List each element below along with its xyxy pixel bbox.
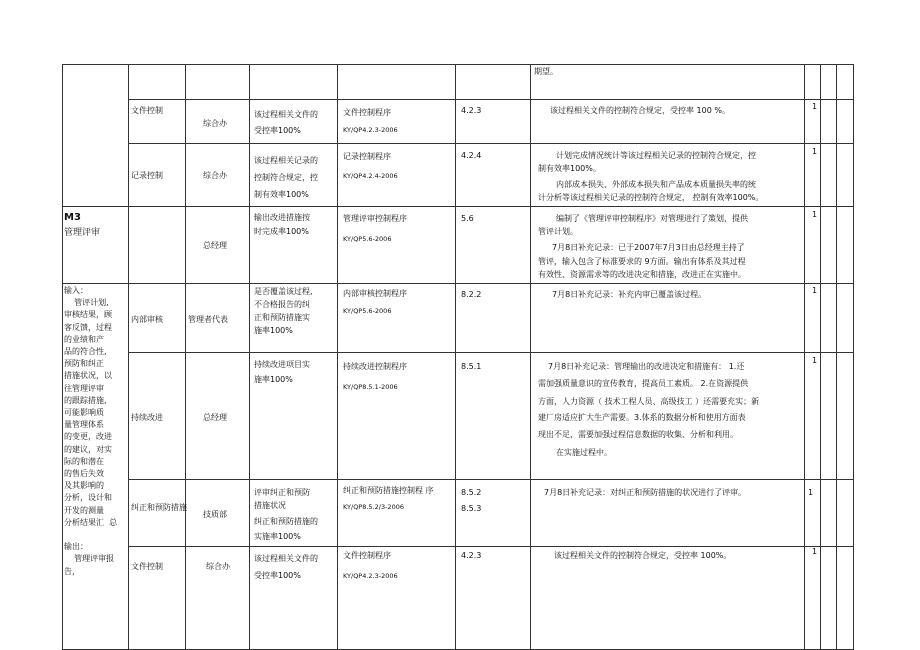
result-cell: 该过程相关文件的控制符合规定，受控率 100%。 (554, 551, 732, 560)
clause-cell: 5.6 (461, 214, 474, 223)
doc-code-cell: KY/QP5.6-2006 (343, 235, 392, 243)
indicator-cell: 受控率100% (254, 571, 301, 580)
indicator-cell: 纠正和预防措施的 (254, 517, 318, 526)
process-cell: 文件控制 (131, 562, 163, 571)
doc-name-cell: 管理评审控制程序 (343, 214, 407, 223)
doc-name-cell: 文件控制程序 (343, 108, 391, 117)
row-divider (62, 283, 854, 284)
result-cell: 制有效率100%。 (538, 164, 601, 173)
process-cell: 内部审核 (131, 315, 163, 324)
row-divider (128, 99, 854, 100)
doc-code-cell: KY/QP4.2.3-2006 (343, 572, 398, 580)
doc-name-cell: 纠正和预防措施控制程 序 (343, 486, 434, 495)
process-cell: 文件控制 (131, 106, 163, 115)
row-divider (128, 479, 854, 480)
process-cell: 持续改进 (131, 413, 163, 422)
clause-cell: 4.2.3 (461, 106, 482, 115)
result-cell: 7月8日补充记录：管理输出的改进决定和措施有： 1.还 (548, 362, 745, 371)
dept-cell: 综合办 (203, 119, 227, 128)
doc-name-cell: 持续改进控制程序 (343, 362, 407, 371)
result-cell: 该过程相关文件的控制符合规定，受控率 100 %。 (550, 106, 730, 115)
score-cell: 1 (812, 356, 818, 365)
group-name: 管理评审 (64, 228, 101, 238)
dept-cell: 总经理 (203, 241, 227, 250)
indicator-cell: 制有效率100% (254, 190, 309, 199)
column-divider (820, 64, 821, 650)
indicator-cell: 施率100% (254, 375, 293, 384)
result-cell: 现出不足，需要加强过程信息数据的收集、分析和利用。 (538, 430, 738, 439)
dept-cell: 综合办 (206, 562, 230, 571)
row-divider (128, 143, 854, 144)
dept-cell: 管理者代表 (188, 315, 228, 324)
doc-name-cell: 记录控制程序 (343, 152, 391, 161)
indicator-cell: 输出改进措施按 (254, 213, 310, 222)
clause-cell: 8.2.2 (461, 290, 482, 299)
indicator-cell: 实施率100% (254, 532, 301, 541)
score-cell: 1 (812, 286, 818, 295)
score-cell: 1 (812, 147, 818, 156)
score-cell: 1 (812, 210, 818, 219)
process-cell: 纠正和预防措施 (131, 503, 187, 512)
doc-code-cell: KY/QP8.5.2/3-2006 (343, 503, 404, 511)
indicator-cell: 受控率100% (254, 126, 301, 135)
doc-code-cell: KY/QP4.2.4-2006 (343, 172, 398, 180)
table-border-top (62, 64, 854, 65)
clause-cell: 8.5.3 (461, 504, 482, 513)
clause-cell: 4.2.3 (461, 551, 482, 560)
indicator-cell: 施率100% (254, 326, 293, 335)
result-cell: 管评，输入包含了标准要求的 9方面。输出有体系及其过程 (538, 257, 746, 266)
result-cell: 7月8日补充记录：补充内审已覆盖该过程。 (552, 290, 707, 299)
doc-name-cell: 内部审核控制程序 (343, 289, 407, 298)
score-cell: 1 (812, 547, 818, 556)
score-cell: 1 (812, 102, 818, 111)
indicator-cell: 评审纠正和预防 (254, 488, 310, 497)
clause-cell: 8.5.2 (461, 488, 482, 497)
indicator-cell: 不合格报告的纠 (254, 300, 310, 309)
result-cell: 有效性、资源需求等的改进决定和措施，改进正在实施中。 (538, 270, 746, 279)
result-cell: 7月8日补充记录：对纠正和预防措施的状况进行了评审。 (544, 488, 747, 497)
column-divider (455, 64, 456, 650)
clause-cell: 8.5.1 (461, 362, 482, 371)
row-divider (128, 352, 854, 353)
result-cell: 管评计划。 (538, 227, 578, 236)
doc-code-cell: KY/QP4.2.3-2006 (343, 126, 398, 134)
dept-cell: 总经理 (203, 413, 227, 422)
process-cell: 记录控制 (131, 171, 163, 180)
column-divider (337, 64, 338, 650)
indicator-cell: 控制符合规定，控 (254, 173, 318, 182)
dept-cell: 综合办 (203, 171, 227, 180)
indicator-cell: 时完成率100% (254, 227, 309, 236)
column-divider (249, 64, 250, 650)
indicator-cell: 该过程相关文件的 (254, 110, 318, 119)
column-divider (804, 64, 805, 650)
column-divider (836, 64, 837, 650)
result-cell: 7月8日补充记录：已于2007年7月3日由总经理主持了 (552, 243, 745, 252)
result-cell: 计划完成情况统计等该过程相关记录的控制符合规定，控 (556, 151, 756, 160)
result-cell: 内部成本损失、外部成本损失和产品成本质量损失率的统 (556, 180, 756, 189)
indicator-cell: 措施状况 (254, 501, 286, 510)
column-divider (530, 64, 531, 650)
row-divider (62, 206, 854, 207)
row-divider (128, 546, 854, 547)
result-cell: 在实施过程中。 (556, 448, 612, 457)
doc-code-cell: KY/QP5.6-2006 (343, 307, 392, 315)
table-border-left (62, 64, 63, 650)
indicator-cell: 该过程相关文件的 (254, 554, 318, 563)
group-code: M3 (64, 212, 81, 223)
input-output-note: 输入： 管评计划, 审核结果，顾 客反馈，过程 的业绩和产 品的符合性, 预防和纠正 措施状况，以 往管理评审 的跟踪措施, 可能影响质 量管理体系 的变更，改进 的建议，对实 际的和潜在 的售后失效 及其影响的 分析，设计和 开发的测量 分析结果汇 总 输出： 管理评审报 告， (64, 286, 118, 576)
indicator-cell: 该过程相关记录的 (254, 156, 318, 165)
result-cell: 方面，人力资源（ 技术工程人员、高级技工 ）还需要充实；新 (538, 397, 760, 406)
indicator-cell: 是否覆盖该过程, (254, 287, 313, 296)
table-border-right (853, 64, 854, 650)
indicator-cell: 正和预防措施实 (254, 313, 310, 322)
result-cell: 计分析等该过程相关记录的控制符合规定， 控制有效率100%。 (538, 193, 764, 202)
result-cell: 期望。 (534, 67, 558, 76)
indicator-cell: 持续改进项目实 (254, 360, 310, 369)
doc-name-cell: 文件控制程序 (343, 551, 391, 560)
score-cell: 1 (808, 488, 814, 497)
result-cell: 编制了《管理评审控制程序》对管理进行了策划，提供 (556, 214, 748, 223)
result-cell: 建厂房适应扩大生产需要。3.体系的数据分析和使用方面表 (538, 413, 746, 422)
dept-cell: 技质部 (203, 510, 227, 519)
column-divider (185, 64, 186, 650)
column-divider (128, 64, 129, 650)
result-cell: 需加强质量意识的宣传教育，提高员工素质。 2.在资源提供 (538, 379, 749, 388)
clause-cell: 4.2.4 (461, 151, 482, 160)
doc-code-cell: KY/QP8.5.1-2006 (343, 383, 398, 391)
